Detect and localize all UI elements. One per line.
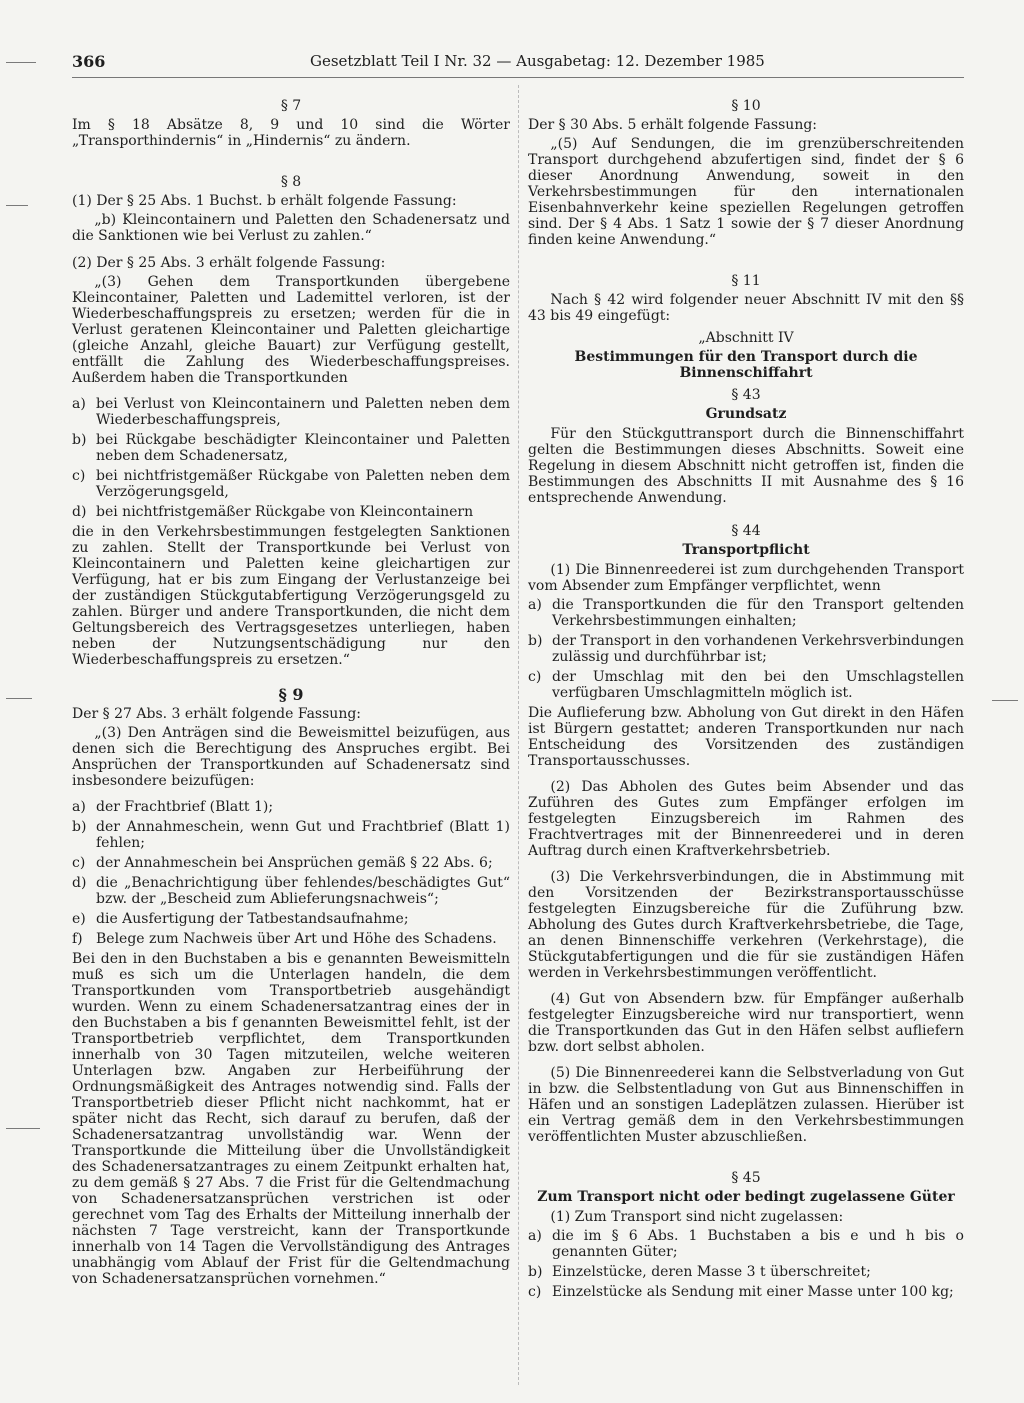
list-item [528, 633, 964, 665]
list-item-text: die im § 6 Abs. 1 Buchstaben a bis e und h bis o genannten Güter; [552, 1228, 964, 1260]
section-45-heading: § 45 [731, 1170, 761, 1186]
list-item [72, 432, 510, 464]
margin-mark [992, 700, 1018, 701]
list-item-label: b) [72, 432, 87, 448]
section-10-heading: § 10 [731, 98, 761, 114]
list-item-label: b) [528, 1264, 543, 1280]
list-item [528, 1264, 964, 1280]
section-8-para-1: (1) Der § 25 Abs. 1 Buchst. b erhält folgende Fassung: [72, 193, 457, 209]
list-item-text: der Frachtbrief (Blatt 1); [96, 799, 274, 815]
section-45-title: Zum Transport nicht oder bedingt zugelassene Güter [537, 1189, 955, 1205]
left-column [72, 92, 510, 1290]
list-item [528, 1284, 964, 1300]
section-44-title: Transportpflicht [682, 542, 810, 558]
list-item-label: c) [528, 669, 542, 685]
list-item [72, 468, 510, 500]
list-item [528, 1228, 964, 1260]
list-item [72, 396, 510, 428]
section-11-para-1: Nach § 42 wird folgender neuer Abschnitt IV mit den §§ 43 bis 49 eingefügt: [528, 292, 964, 324]
list-item [528, 597, 964, 629]
section-8-tail: die in den Verkehrsbestimmungen festgelegten Sanktionen zu zahlen. Stellt der Transportkunde bei Verlust von Kleincontainern und Paletten keine gleichartigen zur Verfügung, hat er bis zum Eingang der Verlustanzeige bei der zuständigen Stückgutabfertigung Verzögerungsgeld zu zahlen. Bürger und andere Transportkunden, die nicht dem Geltungsbereich des Vertragsgesetzes unterliegen, haben neben der Nutzungsentschädigung nur den Wiederbeschaffungspreis zu ersetzen.“ [72, 524, 510, 668]
list-item [72, 819, 510, 851]
list-item [72, 855, 510, 871]
section-7-text: Im § 18 Absätze 8, 9 und 10 sind die Wörter „Transporthindernis“ in „Hindernis“ zu ändern. [72, 117, 510, 149]
page-number: 366 [72, 52, 106, 71]
list-item [528, 669, 964, 701]
list-item-label: b) [528, 633, 543, 649]
list-item-text: bei Rückgabe beschädigter Kleincontainer und Paletten neben dem Schadenersatz, [96, 432, 510, 464]
section-7-heading: § 7 [280, 98, 302, 114]
abschnitt-label: „Abschnitt IV [698, 330, 794, 346]
section-44-para-4: (4) Gut von Absendern bzw. für Empfänger außerhalb festgelegter Einzugsbereiche wird nur transportiert, wenn die Transportkunden das Gut in den Häfen selbst aufliefern bzw. dort selbst abholen. [528, 991, 964, 1055]
list-item [72, 799, 510, 815]
list-item [72, 504, 510, 520]
list-item [72, 911, 510, 927]
list-item-text: die Transportkunden die für den Transport geltenden Verkehrsbestimmungen einhalten; [552, 597, 964, 629]
list-item [72, 875, 510, 907]
section-44-para-2: (2) Das Abholen des Gutes beim Absender und das Zuführen des Gutes zum Empfänger erfolgen im festgelegten Einzugsbereich im Rahmen des Frachtvertrages mit der Binnenreederei und in deren Auftrag durch einen Kraftverkehrsbetrieb. [528, 779, 964, 859]
list-item-label: a) [72, 396, 86, 412]
section-43-text: Für den Stückguttransport durch die Binnenschiffahrt gelten die Bestimmungen dieses Abschnitts. Soweit eine Regelung in diesem Abschnitt nicht getroffen ist, finden die Bestimmungen des Abschnitts II mit Ausnahme des § 16 entsprechende Anwendung. [528, 426, 964, 506]
section-9-quote-1: „(3) Den Anträgen sind die Beweismittel beizufügen, aus denen sich die Berechtigung des Anspruches ergibt. Bei Ansprüchen der Transportkunden auf Schadenersatz sind insbesondere beizufügen: [72, 725, 510, 789]
list-item-text: der Transport in den vorhandenen Verkehrsverbindungen zulässig und durchführbar ist; [552, 633, 964, 665]
list-item [72, 931, 510, 947]
section-10-para-1: Der § 30 Abs. 5 erhält folgende Fassung: [528, 117, 818, 133]
margin-mark [6, 1128, 40, 1129]
list-item-text: Belege zum Nachweis über Art und Höhe des Schadens. [96, 931, 497, 947]
page-header: Gesetzblatt Teil I Nr. 32 — Ausgabetag: 12. Dezember 1985 [310, 52, 765, 70]
list-item-text: die Ausfertigung der Tatbestandsaufnahme; [96, 911, 409, 927]
section-8-para-2: (2) Der § 25 Abs. 3 erhält folgende Fassung: [72, 255, 386, 271]
section-45-para-1: (1) Zum Transport sind nicht zugelassen: [550, 1209, 844, 1225]
column-divider [518, 85, 519, 1385]
section-9-para-1: Der § 27 Abs. 3 erhält folgende Fassung: [72, 706, 362, 722]
list-item-text: Einzelstücke als Sendung mit einer Masse unter 100 kg; [552, 1284, 954, 1300]
list-item-label: c) [528, 1284, 542, 1300]
section-44-heading: § 44 [731, 523, 761, 539]
list-item-text: bei nichtfristgemäßer Rückgabe von Paletten neben dem Verzögerungsgeld, [96, 468, 510, 500]
section-44-para-5: (5) Die Binnenreederei kann die Selbstverladung von Gut in bzw. die Selbstentladung von Gut aus Binnenschiffen in Häfen und an sonstigen Ladeplätzen zulassen. Hierüber ist ein Vertrag gemäß dem in den Verkehrsbestimmungen veröffentlichten Muster abzuschließen. [528, 1065, 964, 1145]
section-8-quote-1: „b) Kleincontainern und Paletten den Schadenersatz und die Sanktionen wie bei Verlust zu zahlen.“ [72, 212, 510, 244]
list-item-label: b) [72, 819, 87, 835]
section-8-quote-2: „(3) Gehen dem Transportkunden übergebene Kleincontainer, Paletten und Lademittel verloren, ist der Wiederbeschaffungspreis zu ersetzen; werden für die in Verlust geratenen Kleincontainer und Paletten gleichartige (gleiche Anzahl, gleiche Bauart) zur Verfügung gestellt, entfällt die Zahlung des Wiederbeschaffungspreises. Außerdem haben die Transportkunden [72, 274, 510, 386]
list-item-text: bei Verlust von Kleincontainern und Paletten neben dem Wiederbeschaffungspreis, [96, 396, 510, 428]
list-item-label: d) [72, 875, 87, 891]
abschnitt-title: Bestimmungen für den Transport durch die Binnenschiffahrt [574, 349, 918, 381]
list-item-label: a) [72, 799, 86, 815]
list-item-label: a) [528, 1228, 542, 1244]
section-44-para-1: (1) Die Binnenreederei ist zum durchgehenden Transport vom Absender zum Empfänger verpflichtet, wenn [528, 562, 964, 594]
section-11-heading: § 11 [731, 273, 761, 289]
margin-mark [6, 62, 36, 63]
list-item-label: e) [72, 911, 86, 927]
list-item-label: a) [528, 597, 542, 613]
section-9-heading: § 9 [278, 685, 304, 704]
list-item-text: der Umschlag mit den bei den Umschlagstellen verfügbaren Umschlagmitteln möglich ist. [552, 669, 964, 701]
list-item-label: d) [72, 504, 87, 520]
list-item-label: c) [72, 468, 86, 484]
list-item-text: Einzelstücke, deren Masse 3 t überschreitet; [552, 1264, 871, 1280]
list-item-text: bei nichtfristgemäßer Rückgabe von Kleincontainern [96, 504, 474, 520]
section-43-heading: § 43 [731, 387, 761, 403]
list-item-text: der Annahmeschein bei Ansprüchen gemäß § 22 Abs. 6; [96, 855, 493, 871]
section-44-para-3: (3) Die Verkehrsverbindungen, die in Abstimmung mit den Vorsitzenden der Bezirkstransportausschüsse festgelegten Einzugsbereiche für die Zuführung bzw. Abholung des Gutes durch Kraftverkehrsbetriebe, die Tage, an denen Binnenschiffe verkehren (Verkehrstage), die Stückgutabfertigungen und die für sie zuständigen Häfen werden in Verkehrsbestimmungen veröffentlicht. [528, 869, 964, 981]
margin-mark [6, 698, 32, 699]
section-43-title: Grundsatz [705, 406, 787, 422]
right-column [528, 92, 964, 1304]
list-item-text: die „Benachrichtigung über fehlendes/beschädigtes Gut“ bzw. der „Bescheid zum Ablieferungsnachweis“; [96, 875, 510, 907]
list-item-text: der Annahmeschein, wenn Gut und Frachtbrief (Blatt 1) fehlen; [96, 819, 510, 851]
section-10-quote-1: „(5) Auf Sendungen, die im grenzüberschreitenden Transport durchgehend abzufertigen sind, findet der § 6 dieser Anordnung Anwendung, soweit in den Verkehrsbestimmungen für den internationalen Eisenbahnverkehr keine speziellen Regelungen getroffen sind. Der § 4 Abs. 1 Satz 1 sowie der § 7 dieser Anordnung finden keine Anwendung.“ [528, 136, 964, 248]
section-8-heading: § 8 [280, 174, 302, 190]
section-44-para-1-tail: Die Auflieferung bzw. Abholung von Gut direkt in den Häfen ist Bürgern gestattet; anderen Transportkunden nur nach Entscheidung des Vorsitzenden des zuständigen Transportausschusses. [528, 705, 964, 769]
list-item-label: c) [72, 855, 86, 871]
section-9-tail: Bei den in den Buchstaben a bis e genannten Beweismitteln muß es sich um die Unterlagen handeln, die dem Transportkunden vom Transportbetrieb ausgehändigt wurden. Wenn zu einem Schadenersatzantrag eines der in den Buchstaben a bis f genannten Beweismittel fehlt, ist der Transportbetrieb verpflichtet, dem Transportkunden innerhalb von 30 Tagen mitzuteilen, welche weiteren Unterlagen bzw. Angaben zur Herbeiführung der Ordnungsmäßigkeit des Antrages notwendig sind. Falls der Transportbetrieb dieser Pflicht nicht nachkommt, hat er später nicht das Recht, sich darauf zu berufen, daß der Schadenersatzantrag unvollständig war. Wenn der Transportkunde die Mitteilung über die Unvollständigkeit des Schadenersatzantrages zu einem Zeitpunkt erhalten hat, zu dem gemäß § 27 Abs. 7 die Frist für die Geltendmachung von Schadenersatzansprüchen verstrichen ist oder gerechnet vom Tag des Erhalts der Mitteilung innerhalb der nächsten 7 Tage verstreicht, kann der Transportkunde innerhalb von 14 Tagen die Vervollständigung des Antrages unabhängig vom Ablauf der Frist für die Geltendmachung von Schadenersatzansprüchen vornehmen.“ [72, 951, 510, 1287]
margin-mark [6, 205, 28, 206]
header-rule [72, 77, 964, 78]
list-item-label: f) [72, 931, 83, 947]
